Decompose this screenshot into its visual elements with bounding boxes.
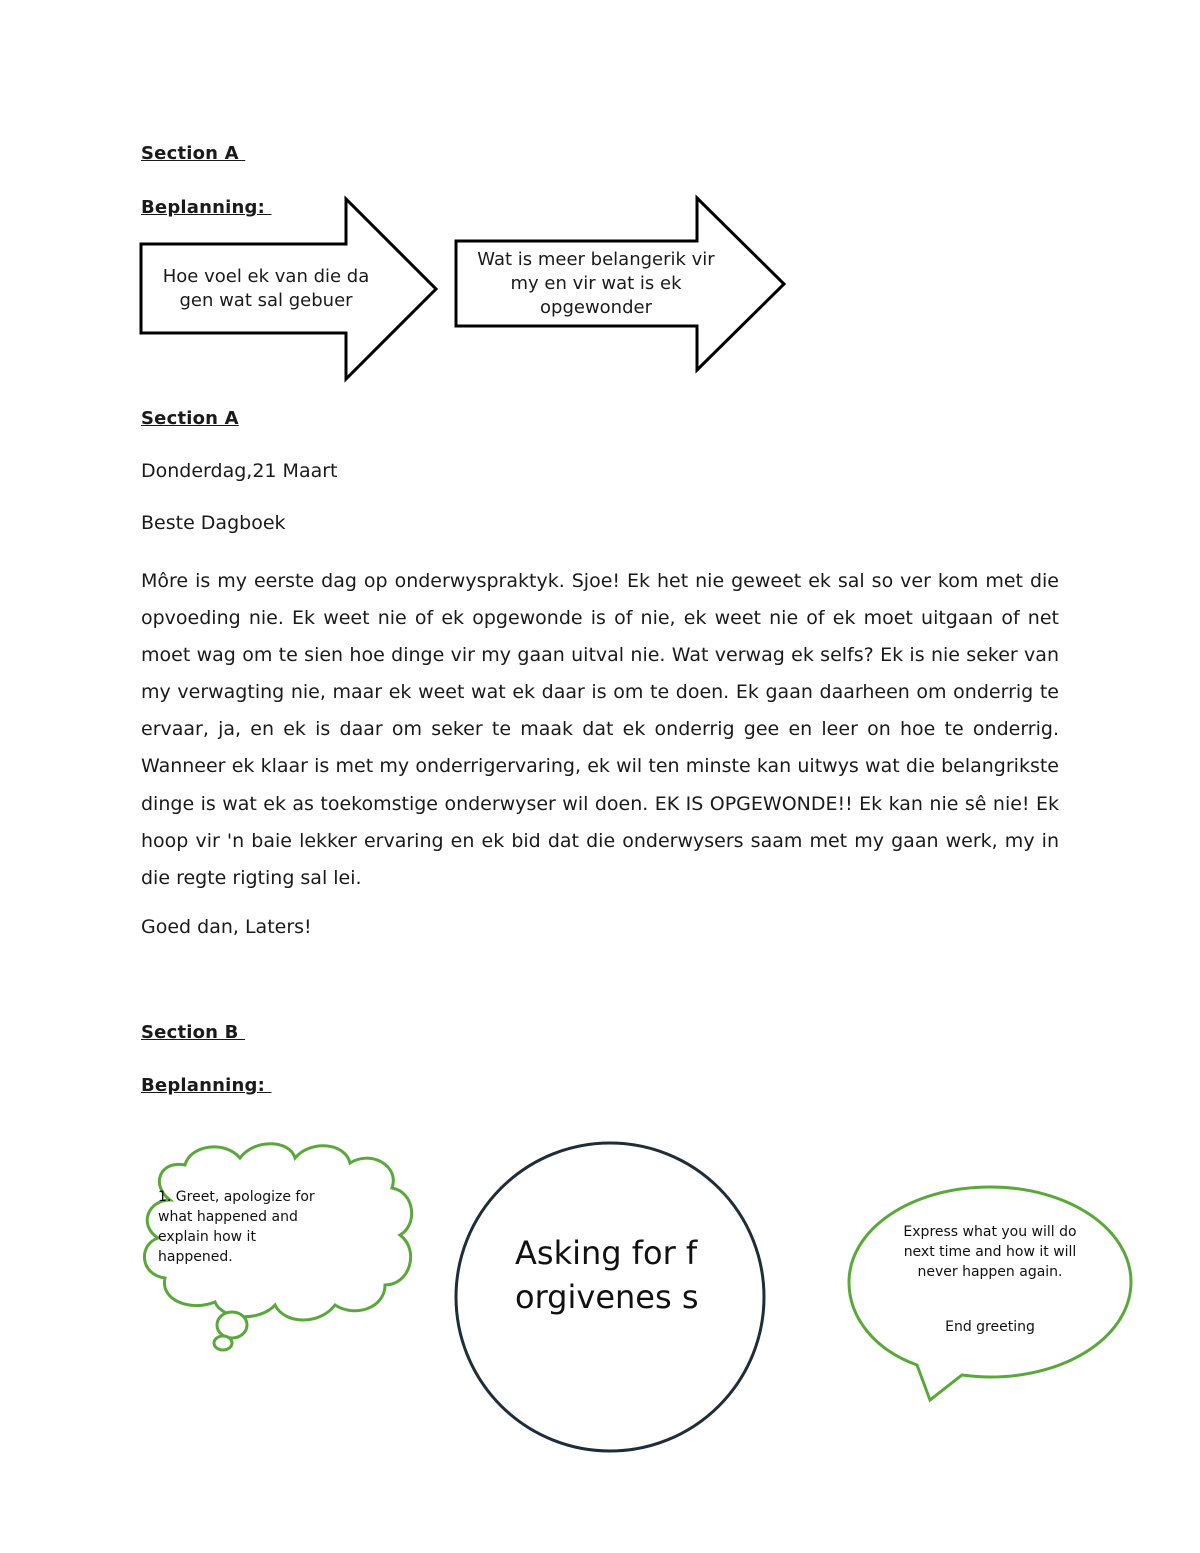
circle-text: Asking for forgivenes s xyxy=(515,1234,699,1316)
section-a-heading-2: Section A xyxy=(141,408,239,429)
cloud-text: 1. Greet, apologize for what happened and explain how it happened. xyxy=(158,1189,315,1265)
arrow-2-text: Wat is meer belangerik vir my en vir wat is ek opgewonder xyxy=(477,249,715,318)
diary-closing: Goed dan, Laters! xyxy=(141,916,312,938)
diary-salutation: Beste Dagboek xyxy=(141,512,286,534)
section-a-planning-label: Beplanning: xyxy=(141,197,272,218)
speech-text: Express what you will do next time and how it will never happen again. xyxy=(903,1224,1077,1280)
arrow-1-text: Hoe voel ek van die da gen wat sal gebuer xyxy=(162,266,370,311)
diary-body: Môre is my eerste dag op onderwyspraktyk. Sjoe! Ek het nie geweet ek sal so ver kom met die opvoeding nie. Ek weet nie of ek opgewonde is of nie, ek weet nie of ek moet uitgaan of net moet wag om te sien hoe dinge vir my gaan uitval nie. Wat verwag ek selfs? Ek is nie seker van my verwagting nie, maar ek weet wat ek daar is om te doen. Ek gaan daarheen om onderrig te ervaar, ja, en ek is daar om seker te maak dat ek onderrig gee en leer on hoe te onderrig. Wanneer ek klaar is met my onderrigervaring, ek wil ten minste kan uitwys wat die belangrikste dinge is wat ek as toekomstige onderwyser wil doen. EK IS OPGEWONDE!! Ek kan nie sê nie! Ek hoop vir 'n baie lekker ervaring en ek bid dat die onderwysers saam met my gaan werk, my in die regte rigting sal lei. xyxy=(141,570,1059,889)
section-a-heading: Section A xyxy=(141,143,246,164)
diary-date: Donderdag,21 Maart xyxy=(141,460,338,482)
section-b-heading: Section B xyxy=(141,1022,246,1043)
speech-text-2: End greeting xyxy=(945,1319,1035,1335)
section-b-planning-label: Beplanning: xyxy=(141,1075,272,1096)
